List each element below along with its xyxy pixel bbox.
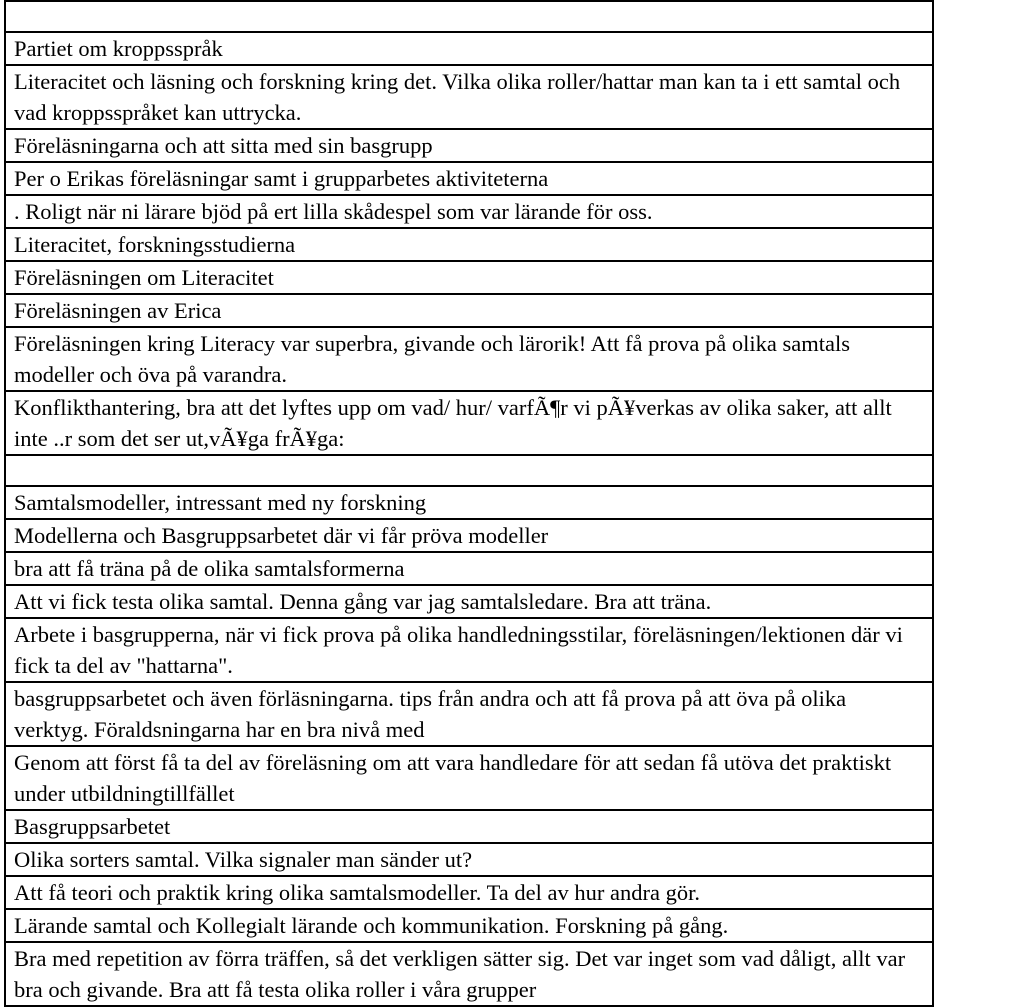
table-cell: Föreläsningen kring Literacy var superbra, givande och lärorik! Att få prova på olika samtals modeller och öva på varandra. [5, 327, 933, 391]
table-cell: Literacitet, forskningsstudierna [5, 228, 933, 261]
table-row [5, 261, 933, 294]
table-row [5, 552, 933, 585]
table-row [5, 391, 933, 455]
table-cell: Genom att först få ta del av föreläsning om att vara handledare för att sedan få utöva det praktiskt under utbildningtillfället [5, 746, 933, 810]
table-row [5, 843, 933, 876]
table-row [5, 129, 933, 162]
table-row [5, 909, 933, 942]
table-cell: Att vi fick testa olika samtal. Denna gång var jag samtalsledare. Bra att träna. [5, 585, 933, 618]
responses-table [4, 0, 934, 1007]
table-row [5, 327, 933, 391]
table-cell: Basgruppsarbetet [5, 810, 933, 843]
table-cell: bra att få träna på de olika samtalsformerna [5, 552, 933, 585]
table-row [5, 585, 933, 618]
table-row [5, 682, 933, 746]
table-cell: Lärande samtal och Kollegialt lärande och kommunikation. Forskning på gång. [5, 909, 933, 942]
table-cell: Modellerna och Basgruppsarbetet där vi får pröva modeller [5, 519, 933, 552]
table-row [5, 162, 933, 195]
table-cell [5, 455, 933, 486]
table-row [5, 32, 933, 65]
table-cell: Konflikthantering, bra att det lyftes upp om vad/ hur/ varfÃ¶r vi pÃ¥verkas av olika saker, att allt inte ..r som det ser ut,vÃ¥ga frÃ¥ga: [5, 391, 933, 455]
table-row [5, 65, 933, 129]
table-cell: . Roligt när ni lärare bjöd på ert lilla skådespel som var lärande för oss. [5, 195, 933, 228]
table-cell: Föreläsningen om Literacitet [5, 261, 933, 294]
responses-table-body [5, 1, 933, 1006]
table-row [5, 746, 933, 810]
table-cell: Arbete i basgrupperna, när vi fick prova på olika handledningsstilar, föreläsningen/lektionen där vi fick ta del av "hattarna". [5, 618, 933, 682]
table-row [5, 519, 933, 552]
table-row [5, 294, 933, 327]
table-cell: Föreläsningen av Erica [5, 294, 933, 327]
table-row [5, 228, 933, 261]
table-cell: Att få teori och praktik kring olika samtalsmodeller. Ta del av hur andra gör. [5, 876, 933, 909]
table-cell: Literacitet och läsning och forskning kring det. Vilka olika roller/hattar man kan ta i ett samtal och vad kroppsspråket kan uttrycka. [5, 65, 933, 129]
table-row [5, 455, 933, 486]
table-cell: Olika sorters samtal. Vilka signaler man sänder ut? [5, 843, 933, 876]
table-cell: basgruppsarbetet och även förläsningarna. tips från andra och att få prova på att öva på olika verktyg. Föraldsningarna har en bra nivå med [5, 682, 933, 746]
table-cell [5, 1, 933, 32]
table-row [5, 942, 933, 1006]
table-row [5, 810, 933, 843]
table-cell: Samtalsmodeller, intressant med ny forskning [5, 486, 933, 519]
table-row [5, 195, 933, 228]
table-cell: Föreläsningarna och att sitta med sin basgrupp [5, 129, 933, 162]
table-row [5, 486, 933, 519]
table-cell: Per o Erikas föreläsningar samt i grupparbetes aktiviteterna [5, 162, 933, 195]
table-row [5, 876, 933, 909]
table-row [5, 1, 933, 32]
table-cell: Partiet om kroppsspråk [5, 32, 933, 65]
table-cell: Bra med repetition av förra träffen, så det verkligen sätter sig. Det var inget som vad dåligt, allt var bra och givande. Bra att få testa olika roller i våra grupper [5, 942, 933, 1006]
table-row [5, 618, 933, 682]
